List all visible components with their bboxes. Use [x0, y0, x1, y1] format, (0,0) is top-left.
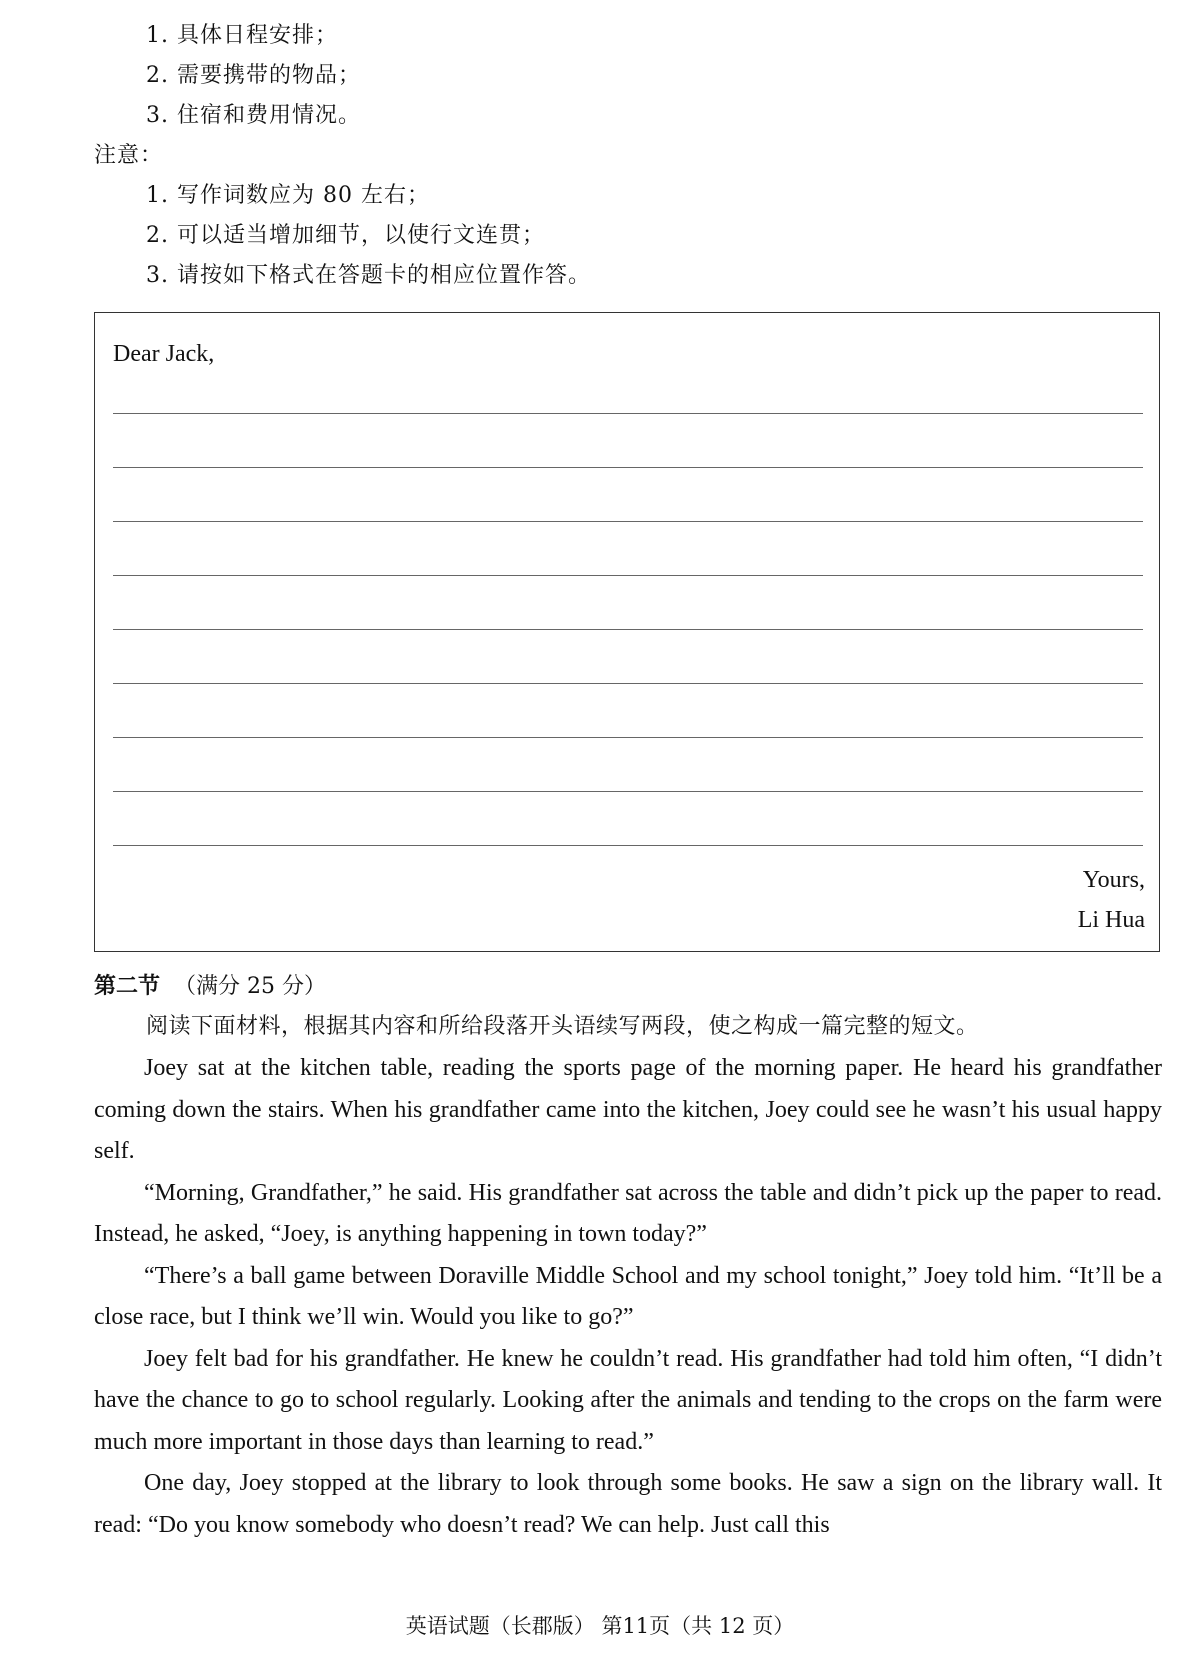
- note-2: 2. 可以适当增加细节，以使行文连贯；: [146, 223, 545, 248]
- writing-line: [113, 683, 1143, 684]
- page-footer: 英语试题（长郡版） 第11页（共 12 页）: [405, 1614, 795, 1638]
- writing-line: [113, 413, 1143, 414]
- letter-signature: Li Hua: [1077, 907, 1145, 933]
- note-1: 1. 写作词数应为 80 左右；: [146, 183, 430, 208]
- passage-paragraph-1: Joey sat at the kitchen table, reading the sports page of the morning paper. He heard his grandfather coming down the stairs. When his grandfather came into the kitchen, Joey could see he wasn’t his usual happy self.: [94, 1055, 1162, 1164]
- section-title: 第二节: [94, 973, 161, 999]
- reading-passage: [94, 1048, 1162, 1546]
- section-instruction: 阅读下面材料，根据其内容和所给段落开头语续写两段，使之构成一篇完整的短文。: [146, 1014, 979, 1039]
- notes-label: 注意：: [94, 143, 164, 168]
- requirement-3: 3. 住宿和费用情况。: [146, 103, 361, 128]
- note-3: 3. 请按如下格式在答题卡的相应位置作答。: [146, 263, 591, 288]
- writing-line: [113, 629, 1143, 630]
- passage-paragraph-5: One day, Joey stopped at the library to look through some books. He saw a sign on the library wall. It read: “Do you know somebody who doesn’t read? We can help. Just call this: [94, 1470, 1162, 1538]
- letter-salutation: Dear Jack,: [113, 341, 215, 367]
- passage-paragraph-2: “Morning, Grandfather,” he said. His grandfather sat across the table and didn’t pick up the paper to read. Instead, he asked, “Joey, is anything happening in town today?”: [94, 1179, 1162, 1247]
- writing-line: [113, 791, 1143, 792]
- writing-line: [113, 845, 1143, 846]
- passage-paragraph-4: Joey felt bad for his grandfather. He knew he couldn’t read. His grandfather had told him often, “I didn’t have the chance to go to school regularly. Looking after the animals and tending to the crops on the farm were much more important in those days than learning to read.”: [94, 1345, 1162, 1455]
- section-heading: [94, 972, 326, 1001]
- section-score: （满分 25 分）: [174, 974, 326, 999]
- letter-answer-box: [94, 312, 1160, 952]
- writing-line: [113, 575, 1143, 576]
- requirement-1: 1. 具体日程安排；: [146, 23, 338, 48]
- passage-paragraph-3: “There’s a ball game between Doraville Middle School and my school tonight,” Joey told him. “It’ll be a close race, but I think we’ll win. Would you like to go?”: [94, 1262, 1162, 1330]
- writing-line: [113, 467, 1143, 468]
- letter-closing: Yours,: [1082, 867, 1145, 893]
- writing-line: [113, 521, 1143, 522]
- writing-line: [113, 737, 1143, 738]
- requirement-2: 2. 需要携带的物品；: [146, 63, 361, 88]
